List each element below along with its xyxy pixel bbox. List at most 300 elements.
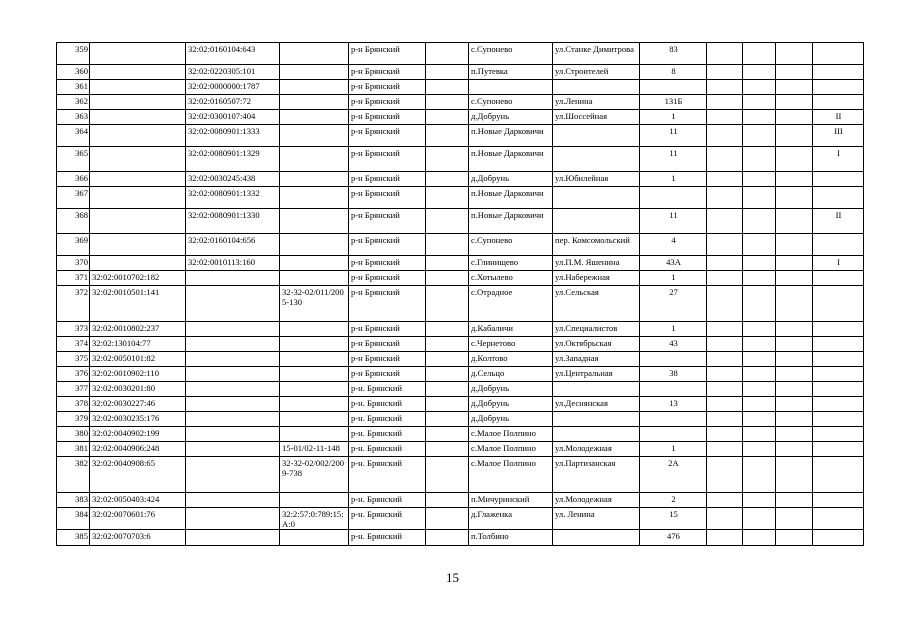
cadastral-number: 32:02:0070601:76: [90, 508, 186, 530]
row-number: 378: [57, 397, 90, 412]
house-number: 131Б: [640, 95, 707, 110]
locality: д.Глаженка: [469, 508, 553, 530]
empty-cell: [707, 530, 743, 546]
registration-number: [280, 43, 349, 65]
empty-cell: [426, 530, 469, 546]
empty-cell: [743, 457, 776, 493]
cadastral-number: 32:02:0070703:6: [90, 530, 186, 546]
empty-cell: [426, 493, 469, 508]
building-letter: [813, 234, 864, 256]
house-number: 1: [640, 322, 707, 337]
row-number: 367: [57, 187, 90, 209]
empty-cell: [776, 187, 813, 209]
building-letter: [813, 80, 864, 95]
cadastral-number: 32:02:0040906:248: [90, 442, 186, 457]
cadastral-number: [90, 187, 186, 209]
table-row: [57, 65, 864, 80]
registration-number: [280, 493, 349, 508]
street: ул. Ленина: [553, 508, 640, 530]
cadastral-number-2: [186, 286, 280, 322]
cadastral-number-2: [186, 442, 280, 457]
cadastral-number-2: [186, 493, 280, 508]
cadastral-number-2: 32:02:0160507:72: [186, 95, 280, 110]
empty-cell: [426, 95, 469, 110]
house-number: 1: [640, 271, 707, 286]
empty-cell: [707, 147, 743, 172]
registration-number: [280, 95, 349, 110]
table-row: [57, 382, 864, 397]
district: р-н Брянский: [349, 337, 426, 352]
building-letter: [813, 95, 864, 110]
locality: д.Колтово: [469, 352, 553, 367]
empty-cell: [776, 457, 813, 493]
district: р-н Брянский: [349, 43, 426, 65]
table-row: [57, 125, 864, 147]
empty-cell: [707, 234, 743, 256]
empty-cell: [743, 493, 776, 508]
house-number: 476: [640, 530, 707, 546]
cadastral-number: [90, 256, 186, 271]
cadastral-number-2: [186, 337, 280, 352]
registration-number: [280, 530, 349, 546]
cadastral-number-2: [186, 508, 280, 530]
district: р-н Брянский: [349, 209, 426, 234]
empty-cell: [707, 352, 743, 367]
building-letter: [813, 172, 864, 187]
district: р-н. Брянский: [349, 457, 426, 493]
street: ул.Строителей: [553, 65, 640, 80]
empty-cell: [743, 147, 776, 172]
cadastral-number: [90, 43, 186, 65]
empty-cell: [426, 234, 469, 256]
cadastral-number-2: 32:02:0000000:1787: [186, 80, 280, 95]
house-number: [640, 80, 707, 95]
empty-cell: [743, 352, 776, 367]
street: ул.Молодежная: [553, 493, 640, 508]
empty-cell: [776, 337, 813, 352]
house-number: [640, 427, 707, 442]
empty-cell: [707, 110, 743, 125]
row-number: 374: [57, 337, 90, 352]
table-row: [57, 110, 864, 125]
empty-cell: [707, 256, 743, 271]
empty-cell: [776, 322, 813, 337]
house-number: 38: [640, 367, 707, 382]
row-number: 361: [57, 80, 90, 95]
table-row: [57, 286, 864, 322]
district: р-н Брянский: [349, 352, 426, 367]
registration-number: [280, 271, 349, 286]
cadastral-number: [90, 80, 186, 95]
empty-cell: [743, 110, 776, 125]
empty-cell: [776, 493, 813, 508]
empty-cell: [776, 382, 813, 397]
table-row: [57, 172, 864, 187]
table-row: [57, 427, 864, 442]
page-number: 15: [446, 570, 459, 585]
house-number: 1: [640, 172, 707, 187]
locality: с.Чернетово: [469, 337, 553, 352]
row-number: 366: [57, 172, 90, 187]
table-row: [57, 367, 864, 382]
table-row: [57, 397, 864, 412]
registration-number: [280, 80, 349, 95]
house-number: 1: [640, 110, 707, 125]
registration-number: [280, 337, 349, 352]
empty-cell: [743, 442, 776, 457]
cadastral-number: 32:02:0030227:46: [90, 397, 186, 412]
building-letter: [813, 493, 864, 508]
row-number: 384: [57, 508, 90, 530]
registration-number: [280, 234, 349, 256]
district: р-н Брянский: [349, 172, 426, 187]
empty-cell: [743, 271, 776, 286]
street: ул.Шоссейная: [553, 110, 640, 125]
locality: д.Добрунь: [469, 412, 553, 427]
empty-cell: [776, 367, 813, 382]
row-number: 370: [57, 256, 90, 271]
house-number: [640, 352, 707, 367]
cadastral-number-2: 32:02:0080901:1332: [186, 187, 280, 209]
empty-cell: [743, 367, 776, 382]
house-number: 13: [640, 397, 707, 412]
building-letter: [813, 530, 864, 546]
empty-cell: [743, 209, 776, 234]
empty-cell: [707, 65, 743, 80]
cadastral-number-2: [186, 322, 280, 337]
table-body: [57, 43, 864, 546]
empty-cell: [426, 397, 469, 412]
table-row: [57, 457, 864, 493]
empty-cell: [743, 43, 776, 65]
district: р-н Брянский: [349, 125, 426, 147]
cadastral-number-2: [186, 382, 280, 397]
district: р-н Брянский: [349, 147, 426, 172]
district: р-н. Брянский: [349, 397, 426, 412]
cadastral-number: 32:02:130104:77: [90, 337, 186, 352]
building-letter: [813, 322, 864, 337]
registration-number: 32-32-02/011/2005-130: [280, 286, 349, 322]
cadastral-number-2: 32:02:0080901:1329: [186, 147, 280, 172]
building-letter: II: [813, 110, 864, 125]
empty-cell: [776, 110, 813, 125]
row-number: 372: [57, 286, 90, 322]
locality: п.Новые Дарковичи: [469, 209, 553, 234]
empty-cell: [707, 271, 743, 286]
cadastral-number-2: [186, 271, 280, 286]
empty-cell: [743, 397, 776, 412]
cadastral-number-2: [186, 367, 280, 382]
locality: п.Новые Дарковичи: [469, 147, 553, 172]
row-number: 369: [57, 234, 90, 256]
row-number: 371: [57, 271, 90, 286]
district: р-н Брянский: [349, 322, 426, 337]
street: ул.П.М. Яшенина: [553, 256, 640, 271]
locality: д.Добрунь: [469, 397, 553, 412]
registration-number: [280, 65, 349, 80]
cadastral-number: [90, 209, 186, 234]
street: ул.Станке Димитрова: [553, 43, 640, 65]
house-number: 83: [640, 43, 707, 65]
locality: п.Путевка: [469, 65, 553, 80]
cadastral-number: [90, 172, 186, 187]
house-number: 27: [640, 286, 707, 322]
registration-number: [280, 125, 349, 147]
locality: с.Супонево: [469, 43, 553, 65]
building-letter: [813, 397, 864, 412]
empty-cell: [426, 367, 469, 382]
building-letter: [813, 457, 864, 493]
house-number: 15: [640, 508, 707, 530]
street: [553, 382, 640, 397]
empty-cell: [426, 187, 469, 209]
district: р-н Брянский: [349, 286, 426, 322]
empty-cell: [426, 352, 469, 367]
cadastral-number: 32:02:0050101:82: [90, 352, 186, 367]
street: [553, 412, 640, 427]
register-table: [56, 42, 864, 546]
registration-number: [280, 367, 349, 382]
row-number: 359: [57, 43, 90, 65]
building-letter: II: [813, 209, 864, 234]
empty-cell: [707, 172, 743, 187]
empty-cell: [426, 508, 469, 530]
empty-cell: [743, 412, 776, 427]
street: ул.Партизанская: [553, 457, 640, 493]
house-number: 2: [640, 493, 707, 508]
table-row: [57, 80, 864, 95]
table-row: [57, 337, 864, 352]
empty-cell: [426, 322, 469, 337]
district: р-н Брянский: [349, 110, 426, 125]
empty-cell: [743, 172, 776, 187]
registration-number: [280, 352, 349, 367]
district: р-н Брянский: [349, 271, 426, 286]
district: р-н Брянский: [349, 65, 426, 80]
empty-cell: [743, 382, 776, 397]
cadastral-number-2: 32:02:0080901:1333: [186, 125, 280, 147]
locality: д.Кабаличи: [469, 322, 553, 337]
empty-cell: [743, 256, 776, 271]
empty-cell: [426, 125, 469, 147]
row-number: 380: [57, 427, 90, 442]
locality: с.Малое Полпино: [469, 442, 553, 457]
locality: п.Мичуринский: [469, 493, 553, 508]
empty-cell: [743, 65, 776, 80]
row-number: 360: [57, 65, 90, 80]
locality: д.Добрунь: [469, 172, 553, 187]
empty-cell: [426, 147, 469, 172]
house-number: 1: [640, 442, 707, 457]
building-letter: III: [813, 125, 864, 147]
cadastral-number-2: [186, 530, 280, 546]
registration-number: [280, 209, 349, 234]
empty-cell: [707, 322, 743, 337]
row-number: 385: [57, 530, 90, 546]
building-letter: [813, 271, 864, 286]
building-letter: I: [813, 147, 864, 172]
cadastral-number-2: 32:02:0160104:656: [186, 234, 280, 256]
building-letter: [813, 382, 864, 397]
locality: с.Супонево: [469, 234, 553, 256]
locality: с.Малое Полпино: [469, 427, 553, 442]
house-number: [640, 382, 707, 397]
empty-cell: [776, 412, 813, 427]
registration-number: 32-32-02/002/2009-738: [280, 457, 349, 493]
cadastral-number: 32:02:0030235:176: [90, 412, 186, 427]
cadastral-number: [90, 95, 186, 110]
cadastral-number-2: [186, 352, 280, 367]
row-number: 368: [57, 209, 90, 234]
empty-cell: [426, 442, 469, 457]
empty-cell: [743, 80, 776, 95]
building-letter: I: [813, 256, 864, 271]
empty-cell: [426, 209, 469, 234]
house-number: 8: [640, 65, 707, 80]
table-row: [57, 187, 864, 209]
street: [553, 125, 640, 147]
empty-cell: [776, 286, 813, 322]
street: [553, 80, 640, 95]
street: ул.Специалистов: [553, 322, 640, 337]
street: пер. Комсомольский: [553, 234, 640, 256]
district: р-н. Брянский: [349, 508, 426, 530]
table-row: [57, 352, 864, 367]
district: р-н Брянский: [349, 367, 426, 382]
table-row: [57, 530, 864, 546]
cadastral-number: [90, 234, 186, 256]
street: [553, 187, 640, 209]
cadastral-number-2: [186, 412, 280, 427]
district: р-н. Брянский: [349, 412, 426, 427]
empty-cell: [743, 125, 776, 147]
building-letter: [813, 65, 864, 80]
cadastral-number: 32:02:0010802:237: [90, 322, 186, 337]
empty-cell: [776, 172, 813, 187]
cadastral-number: 32:02:0050403:424: [90, 493, 186, 508]
empty-cell: [776, 530, 813, 546]
district: р-н. Брянский: [349, 382, 426, 397]
empty-cell: [707, 442, 743, 457]
empty-cell: [776, 95, 813, 110]
street: ул.Юбилейная: [553, 172, 640, 187]
cadastral-number-2: 32:02:0300107:404: [186, 110, 280, 125]
cadastral-number: 32:02:0010902:110: [90, 367, 186, 382]
street: ул.Октябрьская: [553, 337, 640, 352]
empty-cell: [426, 43, 469, 65]
empty-cell: [776, 442, 813, 457]
empty-cell: [707, 80, 743, 95]
empty-cell: [776, 234, 813, 256]
building-letter: [813, 337, 864, 352]
empty-cell: [707, 397, 743, 412]
empty-cell: [707, 382, 743, 397]
table-row: [57, 442, 864, 457]
empty-cell: [707, 125, 743, 147]
empty-cell: [776, 256, 813, 271]
building-letter: [813, 412, 864, 427]
street: [553, 209, 640, 234]
empty-cell: [707, 337, 743, 352]
empty-cell: [743, 322, 776, 337]
street: [553, 427, 640, 442]
registration-number: 32:2:57:0:789:15:А:0: [280, 508, 349, 530]
cadastral-number: 32:02:0010702:182: [90, 271, 186, 286]
street: ул.Центральная: [553, 367, 640, 382]
district: р-н. Брянский: [349, 530, 426, 546]
empty-cell: [426, 382, 469, 397]
locality: д.Сельцо: [469, 367, 553, 382]
empty-cell: [743, 427, 776, 442]
row-number: 379: [57, 412, 90, 427]
registration-number: [280, 412, 349, 427]
empty-cell: [776, 209, 813, 234]
street: ул.Западная: [553, 352, 640, 367]
building-letter: [813, 367, 864, 382]
empty-cell: [426, 172, 469, 187]
cadastral-number-2: [186, 427, 280, 442]
table-row: [57, 493, 864, 508]
building-letter: [813, 442, 864, 457]
locality: [469, 80, 553, 95]
row-number: 376: [57, 367, 90, 382]
row-number: 381: [57, 442, 90, 457]
house-number: [640, 187, 707, 209]
empty-cell: [707, 427, 743, 442]
empty-cell: [426, 412, 469, 427]
locality: д.Добрунь: [469, 110, 553, 125]
row-number: 377: [57, 382, 90, 397]
empty-cell: [707, 43, 743, 65]
empty-cell: [707, 209, 743, 234]
empty-cell: [707, 95, 743, 110]
cadastral-number-2: [186, 457, 280, 493]
locality: п.Толбино: [469, 530, 553, 546]
house-number: 11: [640, 125, 707, 147]
building-letter: [813, 187, 864, 209]
empty-cell: [776, 80, 813, 95]
cadastral-number: 32:02:0010501:141: [90, 286, 186, 322]
cadastral-number-2: 32:02:0220305:101: [186, 65, 280, 80]
registration-number: [280, 427, 349, 442]
cadastral-number: [90, 147, 186, 172]
row-number: 365: [57, 147, 90, 172]
street: [553, 530, 640, 546]
empty-cell: [776, 352, 813, 367]
house-number: 43: [640, 337, 707, 352]
empty-cell: [707, 457, 743, 493]
empty-cell: [743, 508, 776, 530]
row-number: 382: [57, 457, 90, 493]
table-row: [57, 147, 864, 172]
street: ул.Ленина: [553, 95, 640, 110]
locality: с.Малое Полпино: [469, 457, 553, 493]
cadastral-number: 32:02:0040908:65: [90, 457, 186, 493]
building-letter: [813, 508, 864, 530]
table-row: [57, 95, 864, 110]
empty-cell: [707, 508, 743, 530]
empty-cell: [707, 412, 743, 427]
district: р-н. Брянский: [349, 442, 426, 457]
cadastral-number: 32:02:0030201:80: [90, 382, 186, 397]
empty-cell: [776, 508, 813, 530]
empty-cell: [707, 286, 743, 322]
building-letter: [813, 352, 864, 367]
empty-cell: [426, 80, 469, 95]
registration-number: [280, 256, 349, 271]
empty-cell: [707, 187, 743, 209]
registration-number: [280, 397, 349, 412]
